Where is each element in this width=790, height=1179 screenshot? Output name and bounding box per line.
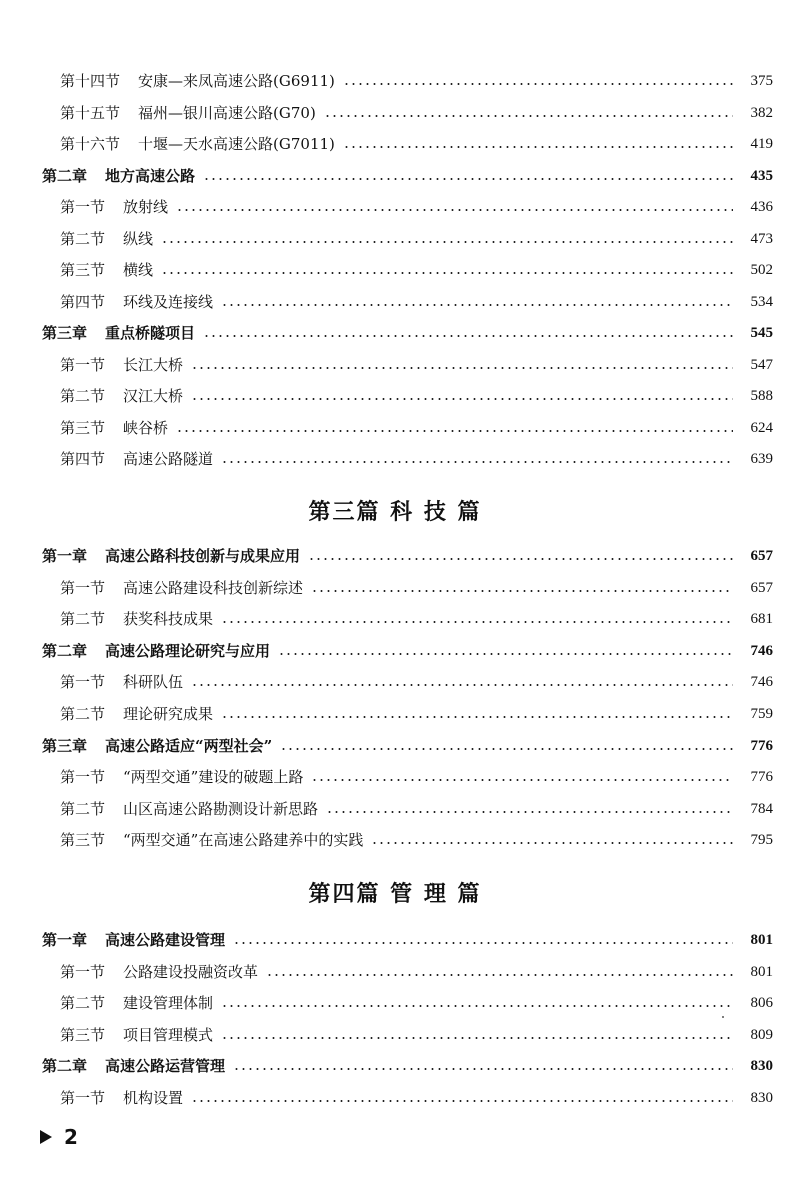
toc-entry-number: 第四节 xyxy=(60,450,106,468)
toc-entry-number: 第二章 xyxy=(42,642,88,660)
toc-entry-title: 山区高速公路勘测设计新思路 xyxy=(123,800,319,818)
toc-entry-number: 第二节 xyxy=(60,994,106,1012)
dot-leader xyxy=(326,811,733,813)
toc-entry-title: 建设管理体制 xyxy=(123,994,214,1012)
dot-leader xyxy=(221,716,733,718)
toc-entry-page: 624 xyxy=(750,420,773,436)
dot-leader xyxy=(191,367,733,369)
toc-section-row xyxy=(60,417,773,439)
toc-section-row xyxy=(60,577,773,599)
toc-chapter-row xyxy=(42,735,773,757)
dot-leader xyxy=(176,430,733,432)
toc-entry-number: 第十五节 xyxy=(60,104,121,122)
toc-entry-title: 高速公路建设管理 xyxy=(105,931,226,949)
toc-chapter-row xyxy=(42,929,773,951)
dot-leader xyxy=(324,115,733,117)
toc-chapter-row xyxy=(42,545,773,567)
toc-entry-number: 第三节 xyxy=(60,419,106,437)
toc-entry-page: 547 xyxy=(750,357,773,373)
toc-section-row xyxy=(60,961,773,983)
toc-entry-title: 长江大桥 xyxy=(123,356,184,374)
toc-entry-page: 801 xyxy=(750,932,773,948)
toc-entry-page: 801 xyxy=(750,964,773,980)
toc-entry-page: 830 xyxy=(750,1058,773,1074)
toc-entry-page: 436 xyxy=(750,199,773,215)
dot-leader xyxy=(280,748,733,750)
dot-leader xyxy=(203,335,733,337)
toc-section-row xyxy=(60,385,773,407)
dot-leader xyxy=(266,974,733,976)
toc-entry-page: 776 xyxy=(750,769,773,785)
toc-entry-page: 435 xyxy=(750,168,773,184)
toc-entry-title: 地方高速公路 xyxy=(105,167,196,185)
toc-entry-title: 理论研究成果 xyxy=(123,705,214,723)
dot-leader xyxy=(191,684,733,686)
toc-entry-title: 科研队伍 xyxy=(123,673,184,691)
toc-entry-page: 639 xyxy=(750,451,773,467)
dot-leader xyxy=(278,653,733,655)
toc-entry-page: 534 xyxy=(750,294,773,310)
dot-leader xyxy=(311,779,733,781)
toc-section-row xyxy=(60,671,773,693)
toc-chapter-row xyxy=(42,1055,773,1077)
dot-leader xyxy=(343,83,733,85)
toc-entry-title: 十堰—天水高速公路(G7011) xyxy=(138,135,335,153)
page-number: 2 xyxy=(64,1125,78,1149)
toc-entry-title: 汉江大桥 xyxy=(123,387,184,405)
dot-leader xyxy=(311,590,733,592)
toc-entry-page: 657 xyxy=(750,548,773,564)
toc-entry-page: 809 xyxy=(750,1027,773,1043)
toc-entry-number: 第三节 xyxy=(60,831,106,849)
toc-entry-title: 重点桥隧项目 xyxy=(105,324,196,342)
toc-entry-number: 第二节 xyxy=(60,610,106,628)
dot-leader xyxy=(221,621,733,623)
toc-entry-page: 759 xyxy=(750,706,773,722)
toc-entry-page: 502 xyxy=(750,262,773,278)
toc-entry-title: 横线 xyxy=(123,261,154,279)
dot-leader xyxy=(161,241,733,243)
toc-entry-number: 第三节 xyxy=(60,261,106,279)
toc-section-row xyxy=(60,228,773,250)
toc-entry-page: 681 xyxy=(750,611,773,627)
toc-entry-number: 第十六节 xyxy=(60,135,121,153)
toc-section-row xyxy=(60,70,773,92)
toc-section-row xyxy=(60,766,773,788)
toc-entry-page: 375 xyxy=(750,73,773,89)
toc-entry-number: 第三节 xyxy=(60,1026,106,1044)
dot-leader xyxy=(343,146,733,148)
toc-entry-page: 419 xyxy=(750,136,773,152)
toc-section-row xyxy=(60,798,773,820)
toc-entry-number: 第二章 xyxy=(42,167,88,185)
part-heading-science-technology: 第三篇 科 技 篇 xyxy=(308,500,482,525)
toc-entry-number: 第一节 xyxy=(60,768,106,786)
toc-entry-title: 环线及连接线 xyxy=(123,293,214,311)
dot-leader xyxy=(371,842,733,844)
toc-section-row xyxy=(60,291,773,313)
toc-entry-title: 安康—来凤高速公路(G6911) xyxy=(138,72,335,90)
dot-leader xyxy=(221,461,733,463)
toc-entry-title: 峡谷桥 xyxy=(123,419,169,437)
dot-leader xyxy=(221,1005,733,1007)
toc-entry-page: 473 xyxy=(750,231,773,247)
toc-entry-page: 784 xyxy=(750,801,773,817)
toc-entry-title: 机构设置 xyxy=(123,1089,184,1107)
toc-section-row xyxy=(60,1087,773,1109)
toc-entry-page: 588 xyxy=(750,388,773,404)
page-footer xyxy=(40,1125,78,1149)
toc-entry-title: 高速公路理论研究与应用 xyxy=(105,642,271,660)
toc-entry-page: 382 xyxy=(750,105,773,121)
toc-entry-number: 第一节 xyxy=(60,198,106,216)
toc-section-row xyxy=(60,608,773,630)
toc-entry-number: 第二节 xyxy=(60,800,106,818)
toc-entry-title: 公路建设投融资改革 xyxy=(123,963,259,981)
toc-entry-page: 830 xyxy=(750,1090,773,1106)
dot-leader xyxy=(176,209,733,211)
toc-section-row xyxy=(60,354,773,376)
toc-section-row xyxy=(60,1024,773,1046)
toc-entry-page: 746 xyxy=(750,643,773,659)
toc-entry-title: 高速公路建设科技创新综述 xyxy=(123,579,304,597)
toc-entry-number: 第一节 xyxy=(60,963,106,981)
toc-entry-title: “两型交通”建设的破题上路 xyxy=(123,768,304,786)
toc-entry-number: 第四节 xyxy=(60,293,106,311)
toc-entry-number: 第十四节 xyxy=(60,72,121,90)
toc-entry-title: 放射线 xyxy=(123,198,169,216)
toc-section-row xyxy=(60,703,773,725)
dot-leader xyxy=(191,398,733,400)
toc-entry-number: 第二节 xyxy=(60,387,106,405)
dot-leader xyxy=(308,558,733,560)
toc-entry-title: 高速公路适应“两型社会” xyxy=(105,737,273,755)
dot-leader xyxy=(191,1100,733,1102)
triangle-marker-icon xyxy=(40,1130,52,1144)
dot-leader xyxy=(221,1037,733,1039)
toc-section-row xyxy=(60,133,773,155)
toc-entry-title: “两型交通”在高速公路建养中的实践 xyxy=(123,831,364,849)
toc-entry-title: 高速公路隧道 xyxy=(123,450,214,468)
dot-leader xyxy=(203,178,733,180)
toc-entry-title: 高速公路运营管理 xyxy=(105,1057,226,1075)
toc-chapter-row xyxy=(42,640,773,662)
toc-entry-page: 657 xyxy=(750,580,773,596)
toc-entry-number: 第一节 xyxy=(60,673,106,691)
toc-entry-number: 第一章 xyxy=(42,547,88,565)
toc-entry-number: 第一章 xyxy=(42,931,88,949)
dot-leader xyxy=(233,942,733,944)
toc-entry-number: 第二章 xyxy=(42,1057,88,1075)
toc-chapter-row xyxy=(42,322,773,344)
dot-leader xyxy=(221,304,733,306)
part-heading-management: 第四篇 管 理 篇 xyxy=(308,882,482,907)
toc-entry-page: 746 xyxy=(750,674,773,690)
toc-entry-title: 高速公路科技创新与成果应用 xyxy=(105,547,301,565)
dot-leader xyxy=(161,272,733,274)
toc-entry-number: 第三章 xyxy=(42,737,88,755)
toc-entry-number: 第一节 xyxy=(60,579,106,597)
toc-section-row xyxy=(60,259,773,281)
toc-entry-title: 获奖科技成果 xyxy=(123,610,214,628)
toc-section-row xyxy=(60,829,773,851)
toc-section-row xyxy=(60,448,773,470)
toc-entry-number: 第二节 xyxy=(60,705,106,723)
toc-entry-title: 纵线 xyxy=(123,230,154,248)
scan-speck xyxy=(722,1016,724,1018)
toc-entry-title: 福州—银川高速公路(G70) xyxy=(138,104,316,122)
dot-leader xyxy=(233,1068,733,1070)
toc-entry-page: 806 xyxy=(750,995,773,1011)
toc-entry-title: 项目管理模式 xyxy=(123,1026,214,1044)
toc-section-row xyxy=(60,992,773,1014)
toc-section-row xyxy=(60,102,773,124)
toc-entry-page: 795 xyxy=(750,832,773,848)
toc-entry-number: 第一节 xyxy=(60,1089,106,1107)
toc-chapter-row xyxy=(42,165,773,187)
toc-section-row xyxy=(60,196,773,218)
toc-entry-number: 第三章 xyxy=(42,324,88,342)
toc-entry-page: 545 xyxy=(750,325,773,341)
toc-entry-number: 第一节 xyxy=(60,356,106,374)
toc-entry-number: 第二节 xyxy=(60,230,106,248)
toc-entry-page: 776 xyxy=(750,738,773,754)
